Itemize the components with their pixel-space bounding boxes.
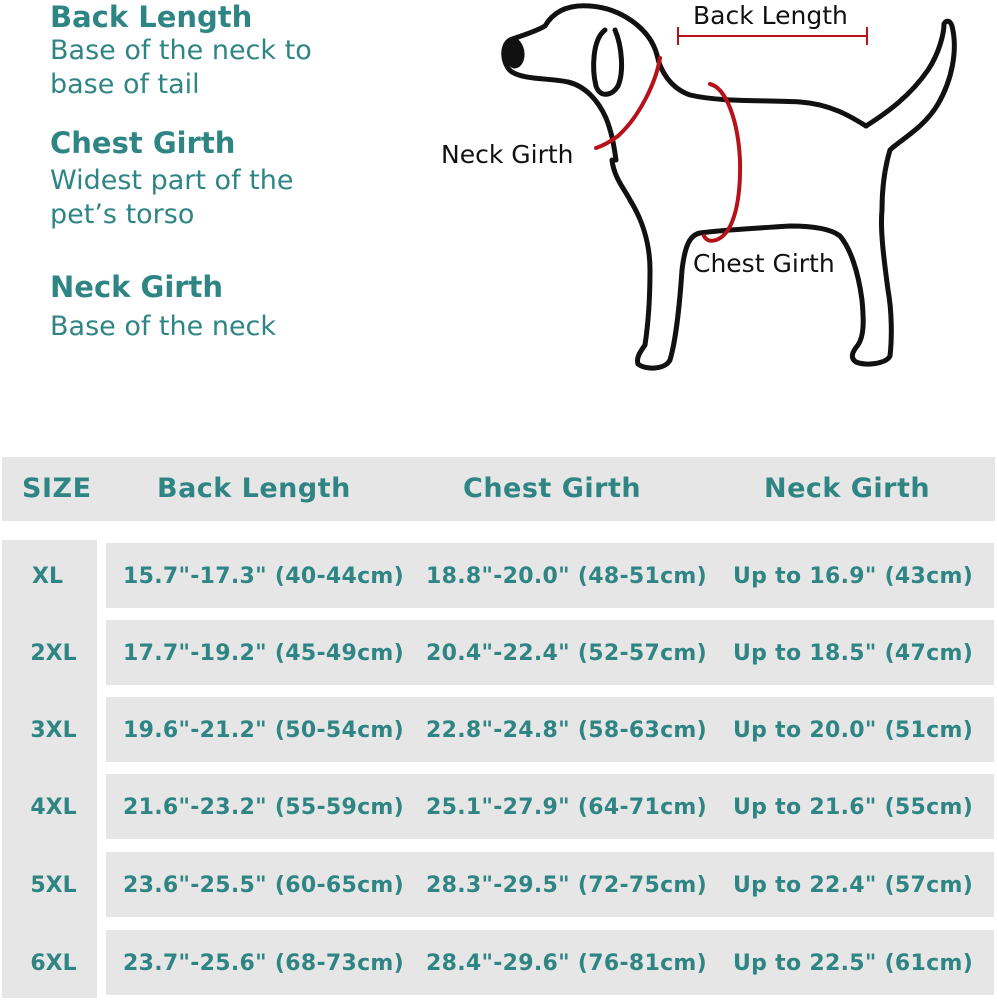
size-label: 2XL: [30, 641, 77, 666]
definition-neck-girth: [50, 270, 276, 344]
size-label: 3XL: [30, 718, 77, 743]
header-size: SIZE: [22, 473, 92, 504]
back-length-cell: 23.7"-25.6" (68-73cm): [123, 951, 405, 976]
chest-girth-cell: 28.3"-29.5" (72-75cm): [426, 873, 708, 898]
definition-title: Neck Girth: [50, 270, 224, 304]
header-chest-girth: Chest Girth: [463, 473, 642, 504]
chest-girth-cell: 20.4"-22.4" (52-57cm): [426, 641, 708, 666]
chest-girth-cell: 18.8"-20.0" (48-51cm): [426, 564, 708, 589]
dog-measurement-diagram: [420, 0, 980, 380]
neck-girth-cell: Up to 22.4" (57cm): [733, 873, 974, 898]
chest-girth-indicator: [704, 84, 740, 241]
header-neck-girth: Neck Girth: [764, 473, 931, 504]
definition-chest-girth: [50, 126, 293, 232]
back-length-cell: 17.7"-19.2" (45-49cm): [123, 641, 405, 666]
chest-girth-cell: 25.1"-27.9" (64-71cm): [426, 795, 708, 820]
diagram-label-chest-girth: Chest Girth: [693, 249, 835, 278]
neck-girth-indicator: [596, 58, 660, 148]
size-label: XL: [32, 564, 63, 589]
definition-desc-line: Widest part of the: [50, 165, 294, 196]
definition-desc-line: Base of the neck to: [50, 35, 312, 66]
neck-girth-cell: Up to 22.5" (61cm): [733, 951, 974, 976]
definition-desc-line: Base of the neck: [50, 311, 277, 342]
definition-back-length: [50, 0, 312, 102]
chest-girth-cell: 22.8"-24.8" (58-63cm): [426, 718, 708, 743]
back-length-cell: 15.7"-17.3" (40-44cm): [123, 564, 405, 589]
dog-outline: [504, 6, 955, 368]
back-length-cell: 19.6"-21.2" (50-54cm): [123, 718, 405, 743]
header-back-length: Back Length: [157, 473, 351, 504]
diagram-label-back-length: Back Length: [693, 1, 848, 30]
definition-desc-line: base of tail: [50, 69, 200, 100]
size-column-band: [2, 540, 97, 998]
size-label: 5XL: [30, 873, 77, 898]
diagram-label-neck-girth: Neck Girth: [441, 140, 574, 169]
size-label: 6XL: [30, 951, 77, 976]
definition-title: Chest Girth: [50, 126, 236, 160]
neck-girth-cell: Up to 18.5" (47cm): [733, 641, 974, 666]
back-length-cell: 21.6"-23.2" (55-59cm): [123, 795, 405, 820]
neck-girth-cell: Up to 16.9" (43cm): [733, 564, 974, 589]
size-label: 4XL: [30, 795, 77, 820]
chest-girth-cell: 28.4"-29.6" (76-81cm): [426, 951, 708, 976]
definition-desc-line: pet’s torso: [50, 199, 195, 230]
back-length-cell: 23.6"-25.5" (60-65cm): [123, 873, 405, 898]
neck-girth-cell: Up to 20.0" (51cm): [733, 718, 974, 743]
neck-girth-cell: Up to 21.6" (55cm): [733, 795, 974, 820]
definition-title: Back Length: [50, 0, 253, 34]
